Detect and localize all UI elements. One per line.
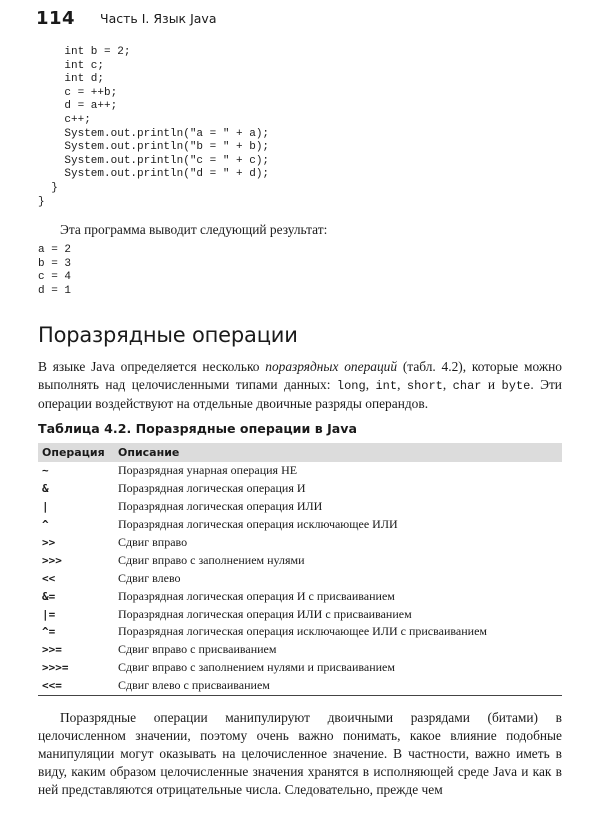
running-title: Часть I. Язык Java [100, 11, 217, 26]
p1-emphasis: поразрядных операций [265, 359, 398, 374]
description-cell: Поразрядная логическая операция ИЛИ [118, 499, 323, 514]
operation-cell: << [42, 571, 56, 585]
description-cell: Поразрядная логическая операция И [118, 481, 306, 496]
table-row [38, 462, 562, 480]
table-row [38, 516, 562, 534]
p1-sep: , [397, 377, 407, 392]
p1-sep: , [365, 377, 376, 392]
p1-text-1: В языке Java определяется несколько [38, 359, 266, 374]
table-row [38, 498, 562, 516]
table-row [38, 480, 562, 498]
bitwise-operations-table [38, 443, 562, 696]
type-int: int [375, 379, 398, 393]
description-cell: Поразрядная логическая операция И с присваиванием [118, 588, 395, 603]
type-byte: byte [501, 379, 531, 393]
operation-cell: & [42, 482, 49, 496]
operation-cell: ~ [42, 464, 49, 478]
operation-cell: >>>= [42, 661, 69, 675]
header-operation: Операция [38, 443, 114, 462]
type-long: long [336, 379, 366, 393]
p1-text-2: (табл. 4.2), которые можно выполнять над целочисленными типами данных: [38, 359, 562, 392]
description-cell: Поразрядная логическая операция исключающее ИЛИ [118, 517, 398, 532]
section-title: Поразрядные операции [38, 323, 298, 347]
output-intro-text: Эта программа выводит следующий результат: [60, 222, 328, 237]
p1-sep: , [442, 377, 453, 392]
operation-cell: ^= [42, 625, 56, 639]
page-number: 114 [36, 8, 76, 29]
operation-cell: >>> [42, 553, 62, 567]
type-char: char [452, 379, 482, 393]
description-cell: Поразрядная логическая операция исключающее ИЛИ с присваиванием [118, 624, 487, 639]
operation-cell: >> [42, 536, 56, 549]
description-cell: Сдвиг вправо с заполнением нулями [118, 552, 305, 567]
description-cell: Сдвиг вправо с заполнением нулями и присваиванием [118, 660, 395, 675]
table-caption: Таблица 4.2. Поразрядные операции в Java [38, 421, 357, 436]
operation-cell: ^ [42, 518, 49, 532]
operation-cell: | [42, 500, 49, 514]
description-cell: Сдвиг вправо [118, 535, 188, 549]
description-cell: Сдвиг вправо с присваиванием [118, 642, 277, 657]
table-row [38, 659, 562, 677]
table-row [38, 605, 562, 623]
p1-text-3: . Эти операции воздействуют на отдельные двоичные разряды операндов. [38, 377, 562, 411]
table-row [38, 623, 562, 641]
page-header [36, 8, 217, 32]
body-paragraph: Поразрядные операции манипулируют двоичными разрядами (битами) в целочисленном значении, поэтому очень важно понимать, какое влияние подобные манипуляции могут оказывать на целочисленное значение. В частности, важно иметь в виду, каким образом целочисленные значения хранятся в исполняющей среде Java и как в ней представляются отрицательные числа. Следовательно, прежде чем [38, 710, 562, 797]
operation-cell: >>= [42, 643, 62, 657]
table-row [38, 677, 562, 695]
p1-and: и [481, 377, 502, 392]
table-row [38, 534, 562, 552]
intro-paragraph [38, 358, 562, 413]
header-description: Описание [114, 443, 562, 462]
description-cell: Сдвиг влево [118, 570, 181, 585]
table-row [38, 551, 562, 569]
type-short: short [406, 379, 443, 393]
table-row [38, 569, 562, 587]
description-cell: Сдвиг влево с присваиванием [114, 677, 562, 695]
operation-cell: &= [42, 589, 56, 603]
table-row [38, 641, 562, 659]
description-cell: Поразрядная логическая операция ИЛИ с присваиванием [118, 606, 412, 621]
program-output: a = 2 b = 3 c = 4 d = 1 [38, 244, 72, 297]
description-cell: Поразрядная унарная операция НЕ [118, 463, 298, 478]
operation-cell: |= [42, 607, 56, 621]
table-row [38, 587, 562, 605]
table-header-row [38, 443, 562, 462]
code-listing: int b = 2; int c; int d; c = ++b; d = a++; c++; System.out.println("a = " + a); System.out.println("b = " + b); System.out.println("c = " + c); System.out.println("d = " + d); } } [38, 46, 270, 208]
operation-cell: <<= [38, 677, 114, 695]
